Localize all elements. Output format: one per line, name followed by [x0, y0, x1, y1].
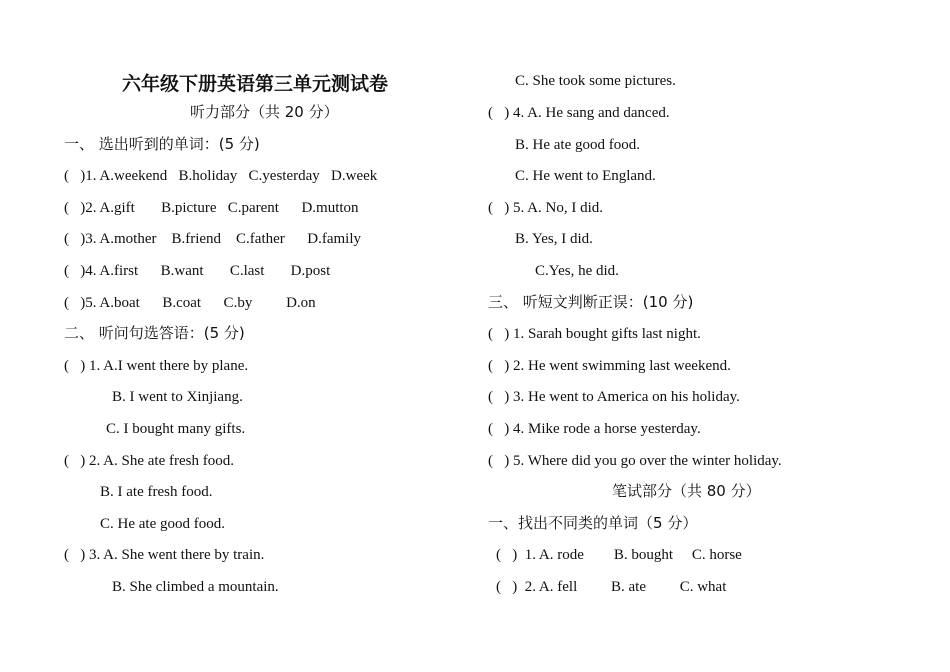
written-part1-item-1: ( ) 1. A. rode B. bought C. horse	[496, 547, 742, 563]
part2-q1-a: ( ) 1. A.I went there by plane.	[64, 358, 249, 374]
part2-q2-a: ( ) 2. A. She ate fresh food.	[64, 453, 234, 469]
part2-q4-c: C. He went to England.	[515, 168, 656, 184]
part1-item-4: ( )4. A.first B.want C.last D.post	[64, 263, 331, 279]
part1-item-5: ( )5. A.boat B.coat C.by D.on	[64, 295, 316, 311]
written-part1-heading: 一、找出不同类的单词（5 分）	[488, 514, 698, 532]
written-part1-item-2: ( ) 2. A. fell B. ate C. what	[496, 579, 727, 595]
part1-heading: 一、 选出听到的单词：(5 分)	[64, 135, 260, 153]
part2-q3-a: ( ) 3. A. She went there by train.	[64, 547, 265, 563]
part2-q4-b: B. He ate good food.	[515, 137, 640, 153]
part3-item-4: ( ) 4. Mike rode a horse yesterday.	[488, 421, 701, 437]
part2-q3-c: C. She took some pictures.	[515, 73, 676, 89]
part1-item-1: ( )1. A.weekend B.holiday C.yesterday D.week	[64, 168, 378, 184]
part2-heading: 二、 听问句选答语：(5 分)	[64, 324, 245, 342]
part3-item-5: ( ) 5. Where did you go over the winter holiday.	[488, 453, 782, 469]
listening-section-header: 听力部分（共 20 分）	[190, 103, 339, 121]
written-section-header: 笔试部分（共 80 分）	[612, 482, 761, 500]
part1-item-2: ( )2. A.gift B.picture C.parent D.mutton	[64, 200, 359, 216]
part2-q3-b: B. She climbed a mountain.	[112, 579, 279, 595]
part3-heading: 三、 听短文判断正误：(10 分)	[488, 293, 694, 311]
part3-item-2: ( ) 2. He went swimming last weekend.	[488, 358, 731, 374]
part1-item-3: ( )3. A.mother B.friend C.father D.family	[64, 231, 362, 247]
part2-q1-b: B. I went to Xinjiang.	[112, 389, 243, 405]
part2-q5-b: B. Yes, I did.	[515, 231, 593, 247]
part2-q4-a: ( ) 4. A. He sang and danced.	[488, 105, 670, 121]
part2-q2-c: C. He ate good food.	[100, 516, 225, 532]
part3-item-3: ( ) 3. He went to America on his holiday.	[488, 389, 740, 405]
part2-q1-c: C. I bought many gifts.	[106, 421, 246, 437]
page-title: 六年级下册英语第三单元测试卷	[122, 73, 389, 95]
part3-item-1: ( ) 1. Sarah bought gifts last night.	[488, 326, 701, 342]
part2-q5-a: ( ) 5. A. No, I did.	[488, 200, 603, 216]
part2-q5-c: C.Yes, he did.	[535, 263, 619, 279]
part2-q2-b: B. I ate fresh food.	[100, 484, 213, 500]
